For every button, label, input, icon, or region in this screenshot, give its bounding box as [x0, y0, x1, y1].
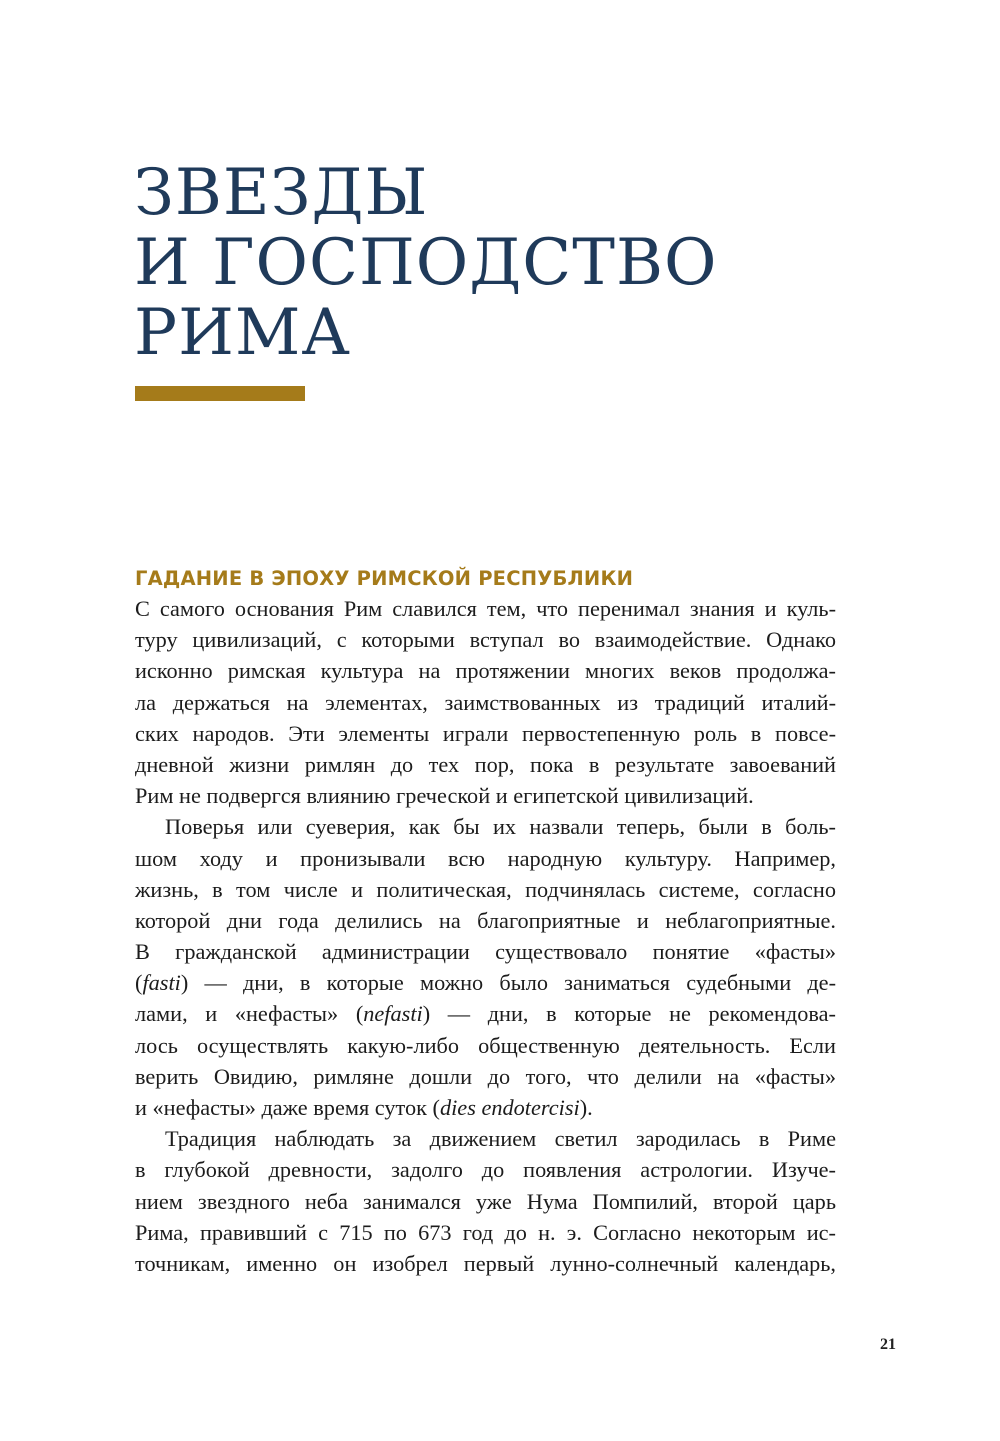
- paragraph: [135, 593, 836, 811]
- text-line: ла держаться на элементах, заимствованных из традиций италий-: [135, 689, 836, 715]
- text-line: в глубокой древности, задолго до появления астрологии. Изуче-: [135, 1157, 836, 1183]
- text-line: которой дни года делились на благоприятные и неблагоприятные.: [135, 907, 836, 933]
- text-line: С самого основания Рим славился тем, что перенимал знания и куль-: [135, 596, 836, 621]
- text-line: точникам, именно он изобрел первый лунно-солнечный календарь,: [135, 1250, 836, 1276]
- chapter-title-line: РИМА: [134, 296, 351, 370]
- page-number: 21: [880, 1336, 896, 1353]
- text-line: ских народов. Эти элементы играли первостепенную роль в повсе-: [135, 720, 836, 746]
- section-heading: ГАДАНИЕ В ЭПОХУ РИМСКОЙ РЕСПУБЛИКИ: [135, 567, 634, 590]
- text-line: лами, и «нефасты» (nefasti) — дни, в которые не рекомендова-: [135, 1001, 836, 1027]
- text-line: Поверья или суеверия, как бы их назвали теперь, были в боль-: [165, 814, 836, 840]
- chapter-title: [134, 158, 717, 368]
- chapter-title-line: ЗВЕЗДЫ: [134, 156, 429, 230]
- text-line: исконно римская культура на протяжении многих веков продолжа-: [135, 658, 836, 684]
- latin-term: dies endotercisi: [439, 1095, 580, 1120]
- text-line: лось осуществлять какую-либо общественную деятельность. Если: [135, 1032, 836, 1058]
- latin-term: nefasti: [363, 1001, 423, 1027]
- text-line: (fasti) — дни, в которые можно было заниматься судебными де-: [135, 970, 836, 996]
- text-line: Рима, правивший с 715 по 673 год до н. э. Согласно некоторым ис-: [135, 1219, 836, 1245]
- text-line: и «нефасты» даже время суток (dies endotercisi).: [135, 1095, 593, 1120]
- text-line: Традиция наблюдать за движением светил зародилась в Риме: [165, 1126, 836, 1152]
- paragraph: [135, 811, 836, 1123]
- text-line: верить Овидию, римляне дошли до того, что делили на «фасты»: [135, 1063, 836, 1089]
- paragraph: [135, 1123, 836, 1279]
- text-line: дневной жизни римлян до тех пор, пока в результате завоеваний: [135, 751, 836, 777]
- body-text: [135, 593, 836, 1279]
- text-line: Рим не подвергся влиянию греческой и египетской цивилизаций.: [135, 783, 754, 809]
- text-line: шом ходу и пронизывали всю народную культуру. Например,: [135, 845, 836, 871]
- text-line: жизнь, в том числе и политическая, подчинялась системе, согласно: [135, 876, 836, 902]
- title-underline-rule: [135, 386, 305, 401]
- text-line: нием звездного неба занимался уже Нума Помпилий, второй царь: [135, 1188, 836, 1214]
- text-line: туру цивилизаций, с которыми вступал во взаимодействие. Однако: [135, 627, 836, 653]
- latin-term: fasti: [142, 970, 181, 996]
- chapter-title-line: И ГОСПОДСТВО: [134, 226, 718, 300]
- text-line: В гражданской администрации существовало понятие «фасты»: [135, 939, 836, 965]
